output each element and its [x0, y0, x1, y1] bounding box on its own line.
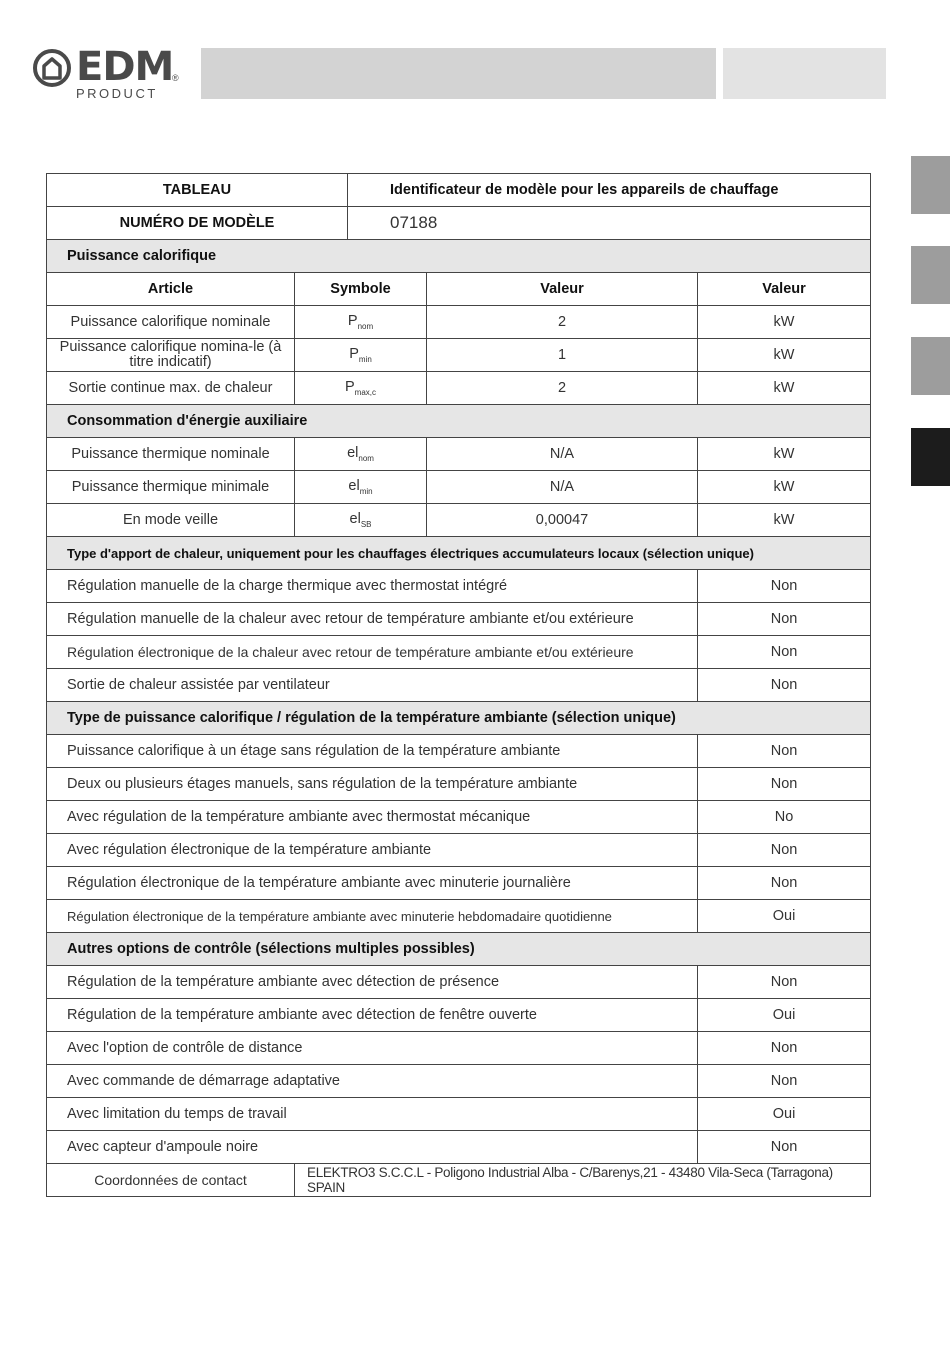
contact-value: ELEKTRO3 S.C.C.L - Poligono Industrial Alba - C/Barenys,21 - 43480 Vila-Seca (Tarragona) SPAIN: [295, 1164, 871, 1197]
brand-logo: [32, 46, 182, 102]
model-identifier-label: Identificateur de modèle pour les appareils de chauffage: [348, 174, 871, 207]
side-tab-active: [911, 428, 950, 486]
table-row: [47, 966, 871, 999]
side-tab: [911, 156, 950, 214]
value-cell: N/A: [427, 471, 698, 504]
option-value: Non: [698, 966, 871, 999]
option-label: Avec l'option de contrôle de distance: [47, 1032, 698, 1065]
home-icon: [32, 48, 72, 88]
article-cell: En mode veille: [47, 504, 295, 537]
article-cell: Puissance calorifique nomina-le (à titre indicatif): [47, 339, 295, 372]
table-row: [47, 1131, 871, 1164]
header-bar-small: [723, 48, 886, 99]
brand-name: EDM: [76, 44, 174, 90]
option-value: Non: [698, 603, 871, 636]
table-row: [47, 801, 871, 834]
table-row: [47, 339, 871, 372]
table-row: [47, 1065, 871, 1098]
table-row: [47, 603, 871, 636]
value-cell: 1: [427, 339, 698, 372]
option-label: Deux ou plusieurs étages manuels, sans régulation de la température ambiante: [47, 768, 698, 801]
option-value: Non: [698, 768, 871, 801]
option-value: Non: [698, 636, 871, 669]
brand-subtitle: PRODUCT: [76, 86, 158, 101]
article-cell: Puissance calorifique nominale: [47, 306, 295, 339]
section-heading: Type d'apport de chaleur, uniquement pour les chauffages électriques accumulateurs locaux (sélection unique): [47, 537, 871, 570]
option-value: Non: [698, 570, 871, 603]
option-value: Oui: [698, 900, 871, 933]
option-value: Oui: [698, 999, 871, 1032]
table-row: [47, 636, 871, 669]
table-row: [47, 306, 871, 339]
option-label: Régulation électronique de la chaleur avec retour de température ambiante et/ou extérieure: [47, 636, 698, 669]
option-value: No: [698, 801, 871, 834]
symbol-cell: $el_{nom}$: [295, 438, 427, 471]
table-row: [47, 438, 871, 471]
symbol-cell: $P_{nom}$: [295, 306, 427, 339]
table-row: [47, 471, 871, 504]
unit-cell: kW: [698, 339, 871, 372]
section-heading: Autres options de contrôle (sélections multiples possibles): [47, 933, 871, 966]
option-label: Régulation manuelle de la charge thermique avec thermostat intégré: [47, 570, 698, 603]
table-row: [47, 372, 871, 405]
side-tab: [911, 246, 950, 304]
table-row: [47, 999, 871, 1032]
value-cell: 0,00047: [427, 504, 698, 537]
tableau-label: TABLEAU: [47, 174, 348, 207]
value-cell: N/A: [427, 438, 698, 471]
option-value: Oui: [698, 1098, 871, 1131]
option-label: Avec limitation du temps de travail: [47, 1098, 698, 1131]
column-header-unit: Valeur: [698, 273, 871, 306]
option-label: Puissance calorifique à un étage sans régulation de la température ambiante: [47, 735, 698, 768]
option-label: Régulation de la température ambiante avec détection de fenêtre ouverte: [47, 999, 698, 1032]
table-row: [47, 669, 871, 702]
model-number-value: 07188: [348, 207, 871, 240]
option-label: Régulation manuelle de la chaleur avec retour de température ambiante et/ou extérieure: [47, 603, 698, 636]
option-label: Avec commande de démarrage adaptative: [47, 1065, 698, 1098]
option-label: Avec capteur d'ampoule noire: [47, 1131, 698, 1164]
unit-cell: kW: [698, 306, 871, 339]
contact-row: [47, 1164, 871, 1197]
model-number-row: [47, 207, 871, 240]
table-row: [47, 1098, 871, 1131]
model-number-label: NUMÉRO DE MODÈLE: [47, 207, 348, 240]
option-label: Régulation électronique de la température ambiante avec minuterie journalière: [47, 867, 698, 900]
unit-cell: kW: [698, 471, 871, 504]
unit-cell: kW: [698, 504, 871, 537]
section-heading: Type de puissance calorifique / régulation de la température ambiante (sélection unique): [47, 702, 871, 735]
specs-table: [46, 173, 871, 1197]
option-value: Non: [698, 735, 871, 768]
option-value: Non: [698, 1032, 871, 1065]
option-label: Régulation électronique de la température ambiante avec minuterie hebdomadaire quotidienne: [47, 900, 698, 933]
option-value: Non: [698, 669, 871, 702]
table-row: [47, 900, 871, 933]
option-label: Avec régulation électronique de la température ambiante: [47, 834, 698, 867]
table-row: [47, 834, 871, 867]
column-header-article: Article: [47, 273, 295, 306]
option-value: Non: [698, 834, 871, 867]
symbol-cell: $el_{SB}$: [295, 504, 427, 537]
side-tab: [911, 337, 950, 395]
table-row: [47, 504, 871, 537]
option-label: Sortie de chaleur assistée par ventilateur: [47, 669, 698, 702]
section-heading: Consommation d'énergie auxiliaire: [47, 405, 871, 438]
unit-cell: kW: [698, 438, 871, 471]
table-row: [47, 1032, 871, 1065]
article-cell: Sortie continue max. de chaleur: [47, 372, 295, 405]
option-value: Non: [698, 1065, 871, 1098]
article-cell: Puissance thermique nominale: [47, 438, 295, 471]
article-cell: Puissance thermique minimale: [47, 471, 295, 504]
option-label: Avec régulation de la température ambiante avec thermostat mécanique: [47, 801, 698, 834]
value-cell: 2: [427, 306, 698, 339]
brand-registered-mark: ®: [172, 73, 179, 83]
value-cell: 2: [427, 372, 698, 405]
symbol-cell: $el_{min}$: [295, 471, 427, 504]
table-header-row: [47, 174, 871, 207]
section-heading: Puissance calorifique: [47, 240, 871, 273]
column-header-row: [47, 273, 871, 306]
option-value: Non: [698, 1131, 871, 1164]
table-row: [47, 735, 871, 768]
header-bar: [201, 48, 716, 99]
symbol-cell: $P_{min}$: [295, 339, 427, 372]
table-row: [47, 768, 871, 801]
column-header-symbol: Symbole: [295, 273, 427, 306]
table-row: [47, 867, 871, 900]
option-value: Non: [698, 867, 871, 900]
unit-cell: kW: [698, 372, 871, 405]
option-label: Régulation de la température ambiante avec détection de présence: [47, 966, 698, 999]
column-header-value: Valeur: [427, 273, 698, 306]
symbol-cell: $P_{max,c}$: [295, 372, 427, 405]
table-row: [47, 570, 871, 603]
contact-label: Coordonnées de contact: [47, 1164, 295, 1197]
